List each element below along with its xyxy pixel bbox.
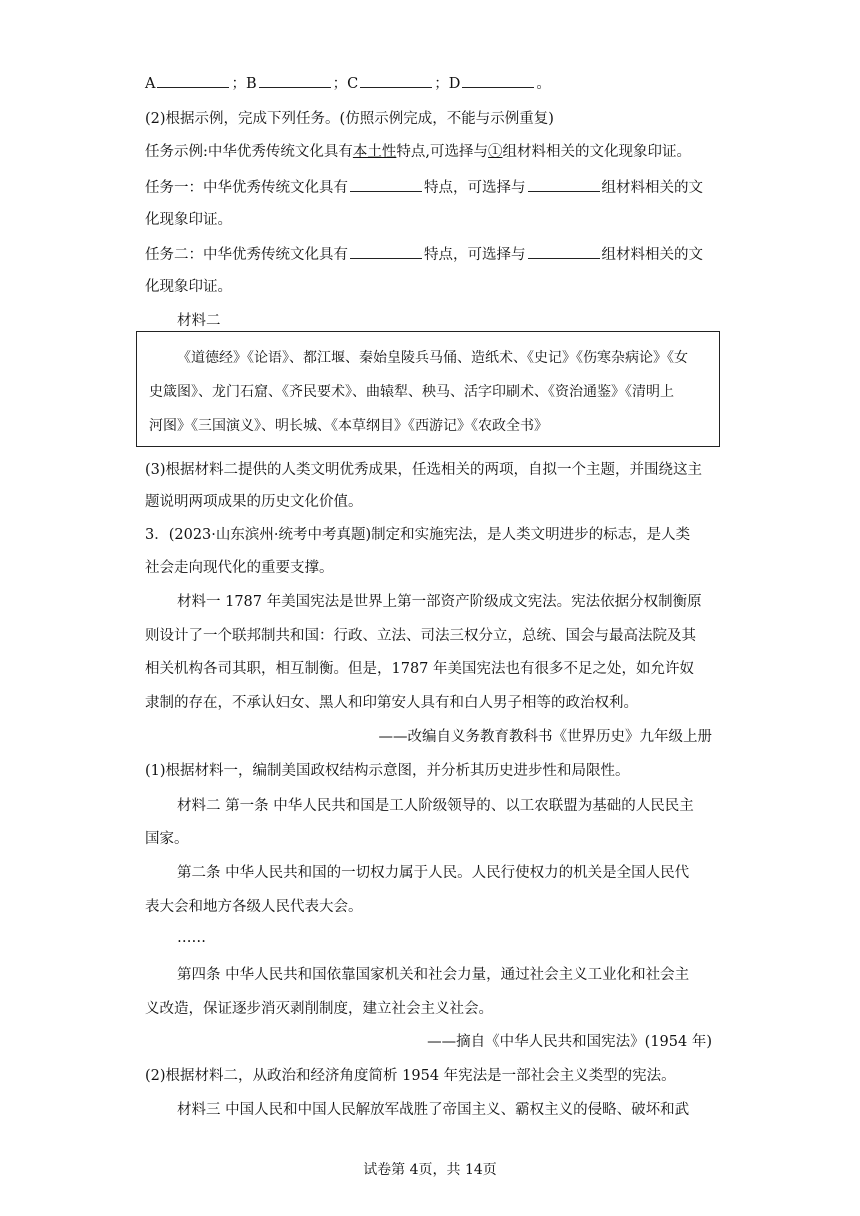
material-2-line: 表大会和地方各级人民代表大会。 — [145, 899, 363, 915]
material-2-line: 第二条 中华人民共和国的一切权力属于人民。人民行使权力的机关是全国人民代 — [177, 865, 690, 881]
material-1-source: ——改编自义务教育教科书《世界历史》九年级上册 — [378, 729, 712, 745]
material-1-line: 材料一 1787 年美国宪法是世界上第一部资产阶级成文宪法。宪法依据分权制衡原 — [177, 594, 702, 610]
box-line: 史箴图》、龙门石窟、《齐民要术》、曲辕犁、秧马、活字印刷术、《资治通鉴》《清明上 — [149, 384, 674, 400]
blank-d[interactable] — [462, 73, 534, 88]
sub-question-3-cont: 题说明两项成果的历史文化价值。 — [145, 494, 363, 510]
task-one-trait-blank[interactable] — [350, 177, 422, 192]
material-1-line: 隶制的存在，不承认妇女、黑人和印第安人具有和白人男子相等的政治权利。 — [145, 695, 638, 711]
material-2-line: 第四条 中华人民共和国依靠国家机关和社会力量，通过社会主义工业化和社会主 — [177, 967, 690, 983]
box-line: 《道德经》《论语》、都江堰、秦始皇陵兵马俑、造纸术、《史记》《伤寒杂病论》《女 — [177, 350, 688, 366]
answer-blanks-line: A ；B ；C ；D 。 — [145, 73, 551, 94]
box-line: 河图》《三国演义》、明长城、《本草纲目》《西游记》《农政全书》 — [149, 418, 548, 434]
q3-sub-question-2: (2)根据材料二，从政治和经济角度简析 1954 年宪法是一部社会主义类型的宪法。 — [145, 1068, 676, 1084]
material-2-source: ——摘自《中华人民共和国宪法》(1954 年) — [427, 1034, 712, 1050]
material-1-line: 则设计了一个联邦制共和国：行政、立法、司法三权分立，总统、国会与最高法院及其 — [145, 628, 696, 644]
material-1-line: 相关机构各司其职，相互制衡。但是，1787 年美国宪法也有很多不足之处，如允许奴 — [145, 661, 695, 677]
task-two-group-blank[interactable] — [528, 244, 600, 259]
task-one-group-blank[interactable] — [528, 177, 600, 192]
question-3-stem: 3．(2023·山东滨州·统考中考真题)制定和实施宪法，是人类文明进步的标志，是人类 — [145, 527, 691, 543]
task-one-cont: 化现象印证。 — [145, 212, 232, 228]
task-two: 任务二：中华优秀传统文化具有 特点，可选择与 组材料相关的文 — [145, 244, 703, 265]
material-3-line: 材料三 中国人民和中国人民解放军战胜了帝国主义、霸权主义的侵略、破坏和武 — [177, 1102, 690, 1118]
q3-sub-question-1: (1)根据材料一，编制美国政权结构示意图，并分析其历史进步性和局限性。 — [145, 763, 630, 779]
task-example: 任务示例:中华优秀传统文化具有本土性特点,可选择与①组材料相关的文化现象印证。 — [145, 144, 691, 160]
task-two-cont: 化现象印证。 — [145, 279, 232, 295]
blank-a[interactable] — [157, 73, 229, 88]
blank-c[interactable] — [360, 73, 432, 88]
sub-question-2: (2)根据示例，完成下列任务。(仿照示例完成，不能与示例重复) — [145, 111, 554, 127]
material-2-line: 义改造，保证逐步消灭剥削制度，建立社会主义社会。 — [145, 1001, 493, 1017]
ellipsis: …… — [177, 930, 206, 946]
material-2-title: 材料二 — [177, 313, 221, 329]
blank-b[interactable] — [259, 73, 331, 88]
material-2-box — [136, 331, 720, 447]
question-3-stem-cont: 社会走向现代化的重要支撑。 — [145, 560, 334, 576]
material-2-line: 国家。 — [145, 831, 189, 847]
sub-question-3: (3)根据材料二提供的人类文明优秀成果，任选相关的两项，自拟一个主题，并围绕这主 — [145, 462, 703, 478]
task-two-trait-blank[interactable] — [350, 244, 422, 259]
material-2-line: 材料二 第一条 中华人民共和国是工人阶级领导的、以工农联盟为基础的人民民主 — [177, 798, 694, 814]
page-footer: 试卷第 4页，共 14页 — [363, 1162, 497, 1178]
task-one: 任务一：中华优秀传统文化具有 特点，可选择与 组材料相关的文 — [145, 177, 703, 198]
